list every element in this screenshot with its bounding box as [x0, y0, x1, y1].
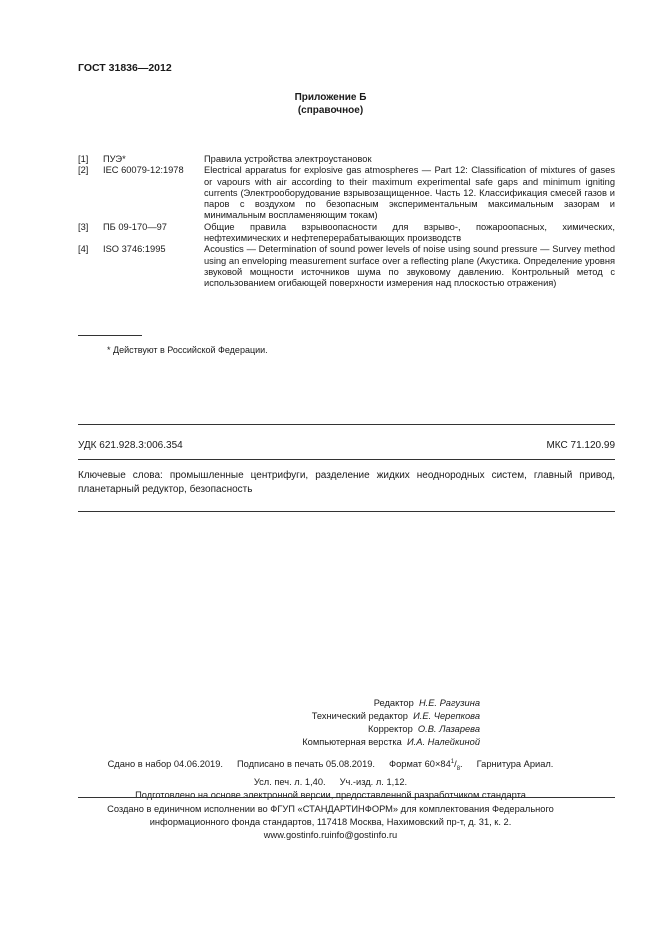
footnote-separator — [78, 335, 142, 336]
divider-bottom — [78, 511, 615, 512]
entry-code: ПУЭ* — [103, 154, 126, 164]
credit-role: Компьютерная верстка — [302, 737, 402, 747]
divider-middle — [78, 459, 615, 460]
imprint-print-sheets: Усл. печ. л. 1,40. — [253, 776, 326, 787]
publisher-email-link[interactable]: info@gostinfo.ru — [329, 830, 398, 840]
credit-role: Корректор — [367, 724, 413, 734]
udk-code: УДК 621.928.3:006.354 — [78, 440, 183, 451]
imprint — [0, 756, 661, 802]
credit-line — [200, 723, 480, 736]
appendix-heading — [0, 91, 661, 117]
credit-line — [200, 697, 480, 710]
credits — [200, 697, 480, 749]
credit-name: И.А. Налейкиной — [407, 737, 480, 747]
mks-code: МКС 71.120.99 — [546, 440, 615, 451]
entry-text: Electrical apparatus for explosive gas atmospheres — Part 12: Classification of mixtures of gases or vapours with air according to their maximum experimental safe gaps and minimum igniting currents (Электрооборудование взрывозащищенное. Часть 12. Классификация смесей газов и паров с воздухом по безопасным экспериментальным максимальным зазорам и минимальным воспламеняющим токам) — [204, 165, 615, 221]
imprint-font: Гарнитура Ариал. — [476, 759, 554, 770]
credit-name: О.В. Лазарева — [417, 724, 480, 734]
entry-number: [1] — [78, 154, 89, 164]
divider-footer — [78, 797, 615, 798]
entry-number: [4] — [78, 244, 89, 255]
imprint-prepared: Подготовлено на основе электронной версии, предоставленной разработчиком стандарта — [135, 789, 526, 800]
entry-text: Общие правила взрывоопасности для взрыво-, пожароопасных, химических, нефтехимических и нефтеперерабатывающих производств — [204, 221, 615, 244]
bibliography-entry — [78, 244, 615, 289]
standard-number: ГОСТ 31836—2012 — [78, 62, 172, 74]
credit-name: И.Е. Черепкова — [413, 711, 480, 721]
footnote: * Действуют в Российской Федерации. — [107, 345, 268, 355]
bibliography-entry — [78, 165, 615, 221]
imprint-line-2 — [0, 776, 661, 789]
entry-code: ПБ 09-170—97 — [103, 221, 167, 232]
appendix-title: Приложение Б — [294, 92, 367, 103]
imprint-sent: Сдано в набор 04.06.2019. — [107, 759, 223, 770]
entry-number: [2] — [78, 165, 89, 176]
entry-text: Acoustics — Determination of sound power levels of noise using sound pressure — Survey method using an enveloping measurement surface over a reflecting plane (Акустика. Определение уровня звуковой мощности источников шума по звуковому давлению. Контрольный метод с использованием огибающей поверхности измерения над плоскостью отражения) — [204, 244, 615, 289]
credit-line — [200, 736, 480, 749]
credit-role: Технический редактор — [311, 711, 408, 721]
imprint-signed: Подписано в печать 05.08.2019. — [236, 759, 376, 770]
publisher-line-2: информационного фонда стандартов, 117418 Москва, Нахимовский пр-т, д. 31, к. 2. — [149, 817, 512, 827]
publisher-contacts — [0, 829, 661, 842]
bibliography-entry — [78, 154, 615, 165]
appendix-subtitle: (справочное) — [297, 105, 364, 116]
entry-number: [3] — [78, 221, 89, 232]
publisher-info — [0, 803, 661, 842]
imprint-format: Формат $60\times 84^1/_8$. — [389, 759, 463, 772]
publisher-line-1: Создано в единичном исполнении во ФГУП «СТАНДАРТИНФОРМ» для комплектования Федерального — [107, 804, 554, 814]
entry-code: IEC 60079-12:1978 — [103, 165, 184, 176]
bibliography-list — [78, 154, 615, 290]
bibliography-entry — [78, 222, 615, 245]
keywords: Ключевые слова: промышленные центрифуги, разделение жидких неоднородных систем, главный привод, планетарный редуктор, безопасность — [78, 470, 615, 495]
entry-code: ISO 3746:1995 — [103, 244, 166, 255]
credit-line — [200, 710, 480, 723]
imprint-line-1 — [0, 756, 661, 776]
divider-top — [78, 424, 615, 425]
imprint-pub-sheets: Уч.-изд. л. 1,12. — [339, 776, 408, 787]
credit-role: Редактор — [373, 698, 414, 708]
credit-name: Н.Е. Рагузина — [418, 698, 480, 708]
entry-text: Правила устройства электроустановок — [204, 154, 372, 164]
publisher-site-link[interactable]: www.gostinfo.ru — [263, 830, 330, 840]
